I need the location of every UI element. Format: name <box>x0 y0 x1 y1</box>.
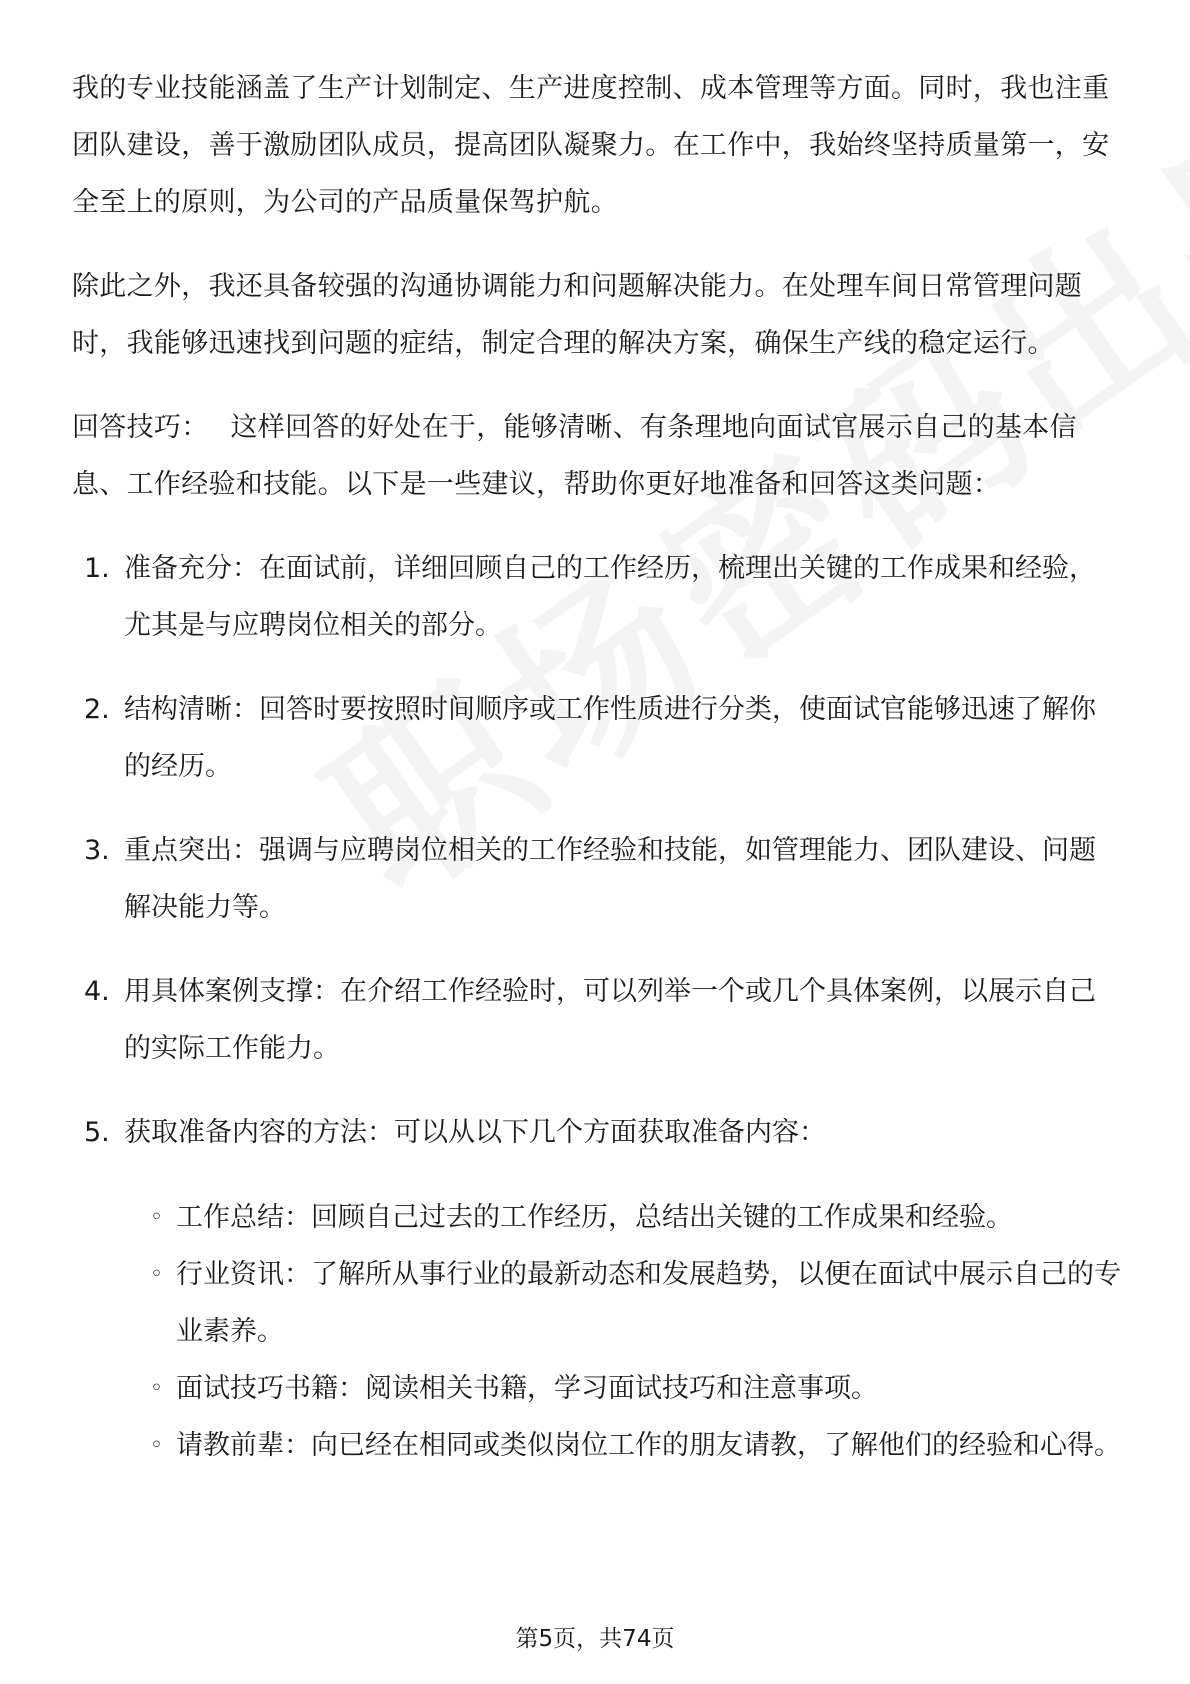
list-item-text: 重点突出：强调与应聘岗位相关的工作经验和技能，如管理能力、团队建设、问题解决能力等。 <box>124 835 1096 923</box>
tips-label: 回答技巧： <box>72 412 209 443</box>
tips-paragraph <box>72 399 1122 513</box>
sub-list-item-text: 请教前辈：向已经在相同或类似岗位工作的朋友请教，了解他们的经验和心得。 <box>176 1430 1121 1461</box>
list-number: 4. <box>84 976 110 1007</box>
sub-list-item-text: 行业资讯：了解所从事行业的最新动态和发展趋势，以便在面试中展示自己的专业素养。 <box>176 1259 1121 1347</box>
list-item-text: 结构清晰：回答时要按照时间顺序或工作性质进行分类，使面试官能够迅速了解你的经历。 <box>124 694 1096 782</box>
list-item <box>72 540 1122 654</box>
paragraph-skills: 我的专业技能涵盖了生产计划制定、生产进度控制、成本管理等方面。同时，我也注重团队建设，善于激励团队成员，提高团队凝聚力。在工作中，我始终坚持质量第一，安全至上的原则，为公司的产品质量保驾护航。 <box>72 73 1110 218</box>
paragraph-communication: 除此之外，我还具备较强的沟通协调能力和问题解决能力。在处理车间日常管理问题时，我能够迅速找到问题的症结，制定合理的解决方案，确保生产线的稳定运行。 <box>72 271 1083 359</box>
sub-list-item-text: 工作总结：回顾自己过去的工作经历，总结出关键的工作成果和经验。 <box>176 1202 1013 1233</box>
list-number: 2. <box>84 694 110 725</box>
tips-text: 这样回答的好处在于，能够清晰、有条理地向面试官展示自己的基本信息、工作经验和技能。以下是一些建议，帮助你更好地准备和回答这类问题： <box>72 412 1077 500</box>
bullet-icon: ◦ <box>150 1205 163 1230</box>
list-item-text: 准备充分：在面试前，详细回顾自己的工作经历，梳理出关键的工作成果和经验，尤其是与应聘岗位相关的部分。 <box>124 553 1096 641</box>
list-number: 1. <box>84 553 110 584</box>
sub-list-item-text: 面试技巧书籍：阅读相关书籍，学习面试技巧和注意事项。 <box>176 1373 878 1404</box>
list-number: 3. <box>84 835 110 866</box>
sub-list-item <box>124 1417 1122 1474</box>
sub-list-item <box>124 1360 1122 1417</box>
sub-list-item <box>124 1189 1122 1246</box>
bullet-icon: ◦ <box>150 1433 163 1458</box>
page-content <box>72 60 1122 1501</box>
list-item-text: 获取准备内容的方法：可以从以下几个方面获取准备内容： <box>124 1117 826 1148</box>
list-item <box>72 1104 1122 1474</box>
list-item <box>72 963 1122 1077</box>
numbered-list <box>72 540 1122 1474</box>
list-item <box>72 822 1122 936</box>
page-footer: 第5页，共74页 <box>515 1626 675 1652</box>
bullet-icon: ◦ <box>150 1262 163 1287</box>
sub-list <box>124 1189 1122 1474</box>
list-item <box>72 681 1122 795</box>
list-item-text: 用具体案例支撑：在介绍工作经验时，可以列举一个或几个具体案例，以展示自己的实际工作能力。 <box>124 976 1096 1064</box>
list-number: 5. <box>84 1117 110 1148</box>
sub-list-item <box>124 1246 1122 1360</box>
bullet-icon: ◦ <box>150 1376 163 1401</box>
